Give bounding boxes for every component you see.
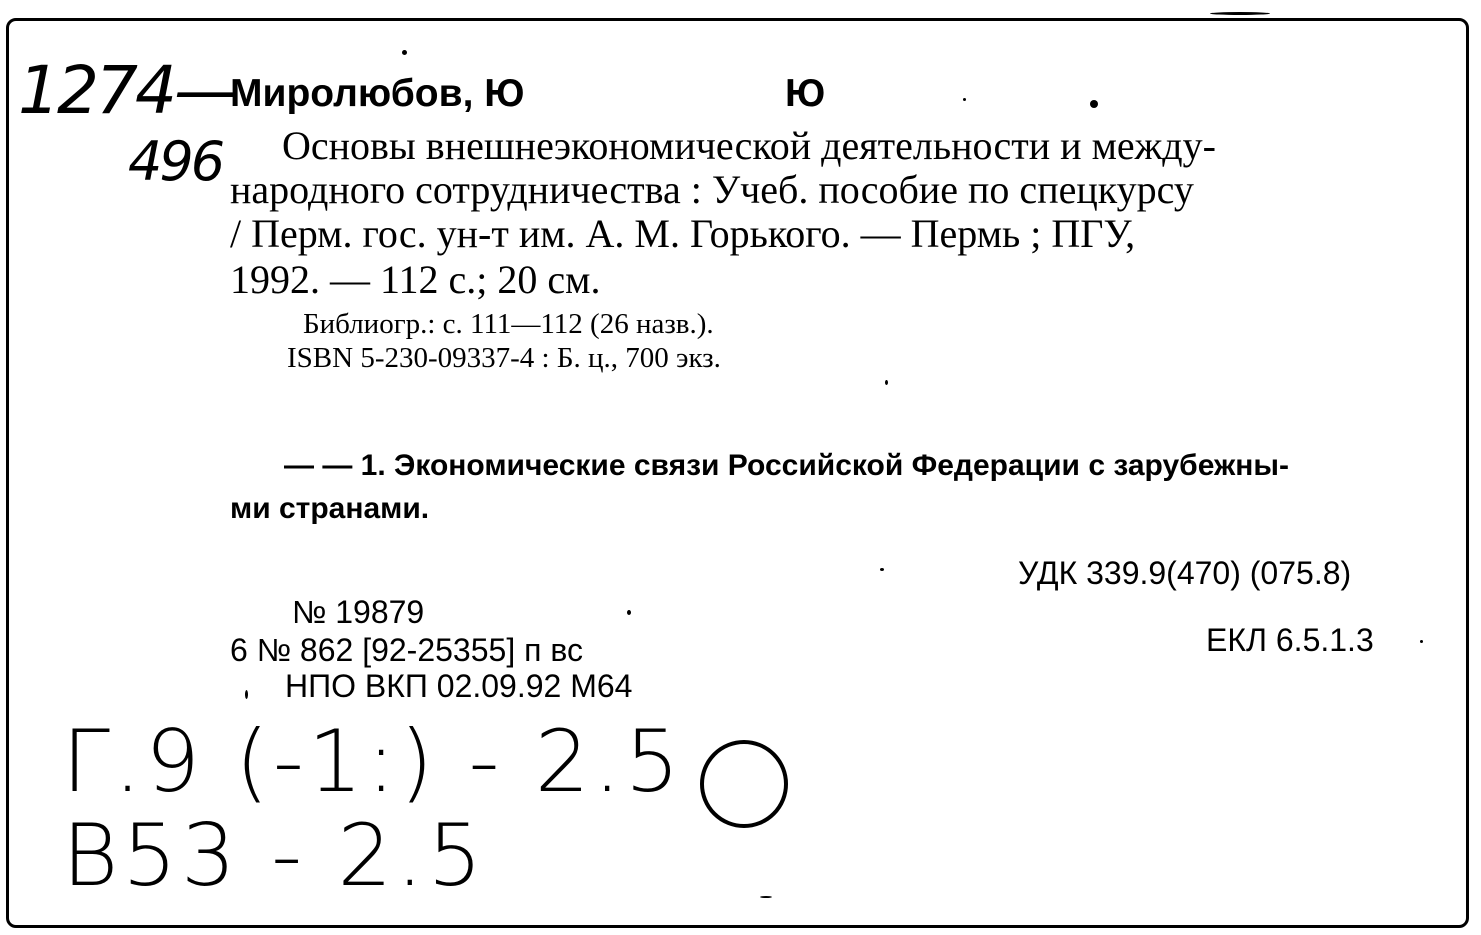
scan-speck	[627, 610, 631, 615]
bibliography-note: Библиогр.: с. 111—112 (26 назв.).	[303, 308, 714, 340]
title-line-1: Основы внешнеэкономической деятельности и между-	[282, 123, 1216, 168]
title-line-2: народного сотрудничества : Учеб. пособие по спецкурсу	[230, 167, 1194, 212]
subject-heading-line-2: ми странами.	[230, 492, 430, 525]
punch-hole	[700, 740, 788, 828]
scan-speck	[880, 568, 884, 571]
title-line-4: 1992. — 112 с.; 20 см.	[230, 257, 601, 302]
author-index-letter: Ю	[785, 72, 826, 115]
scan-speck	[963, 98, 966, 101]
scan-speck	[1090, 100, 1098, 108]
scan-speck	[1420, 640, 1423, 643]
ekl-code: ЕКЛ 6.5.1.3	[1206, 622, 1374, 658]
handwritten-call-number-top: 1274—	[18, 52, 237, 129]
record-number: № 19879	[292, 594, 425, 630]
publisher-stamp-line: НПО ВКП 02.09.92 М64	[285, 668, 633, 704]
handwritten-call-number-bottom: 496	[128, 130, 223, 193]
udk-code: УДК 339.9(470) (075.8)	[1018, 555, 1352, 591]
scan-speck	[760, 896, 772, 898]
scan-speck	[1210, 12, 1270, 15]
subject-heading-line-1: — — 1. Экономические связи Российской Федерации с зарубежны-	[284, 449, 1289, 482]
handwritten-code-1: Г.9 (-1:) - 2.5	[62, 712, 684, 812]
order-number: 6 № 862 [92-25355] п вс	[230, 632, 583, 668]
author-heading: Миролюбов, Ю	[230, 72, 525, 115]
title-line-3: / Перм. гос. ун-т им. А. М. Горького. — Пермь ; ПГУ,	[230, 211, 1136, 256]
scan-speck	[885, 380, 888, 385]
isbn-line: ISBN 5-230-09337-4 : Б. ц., 700 экз.	[287, 342, 721, 374]
scan-speck	[245, 690, 248, 699]
handwritten-code-2: В53 - 2.5	[62, 806, 487, 906]
scan-speck	[402, 50, 407, 55]
